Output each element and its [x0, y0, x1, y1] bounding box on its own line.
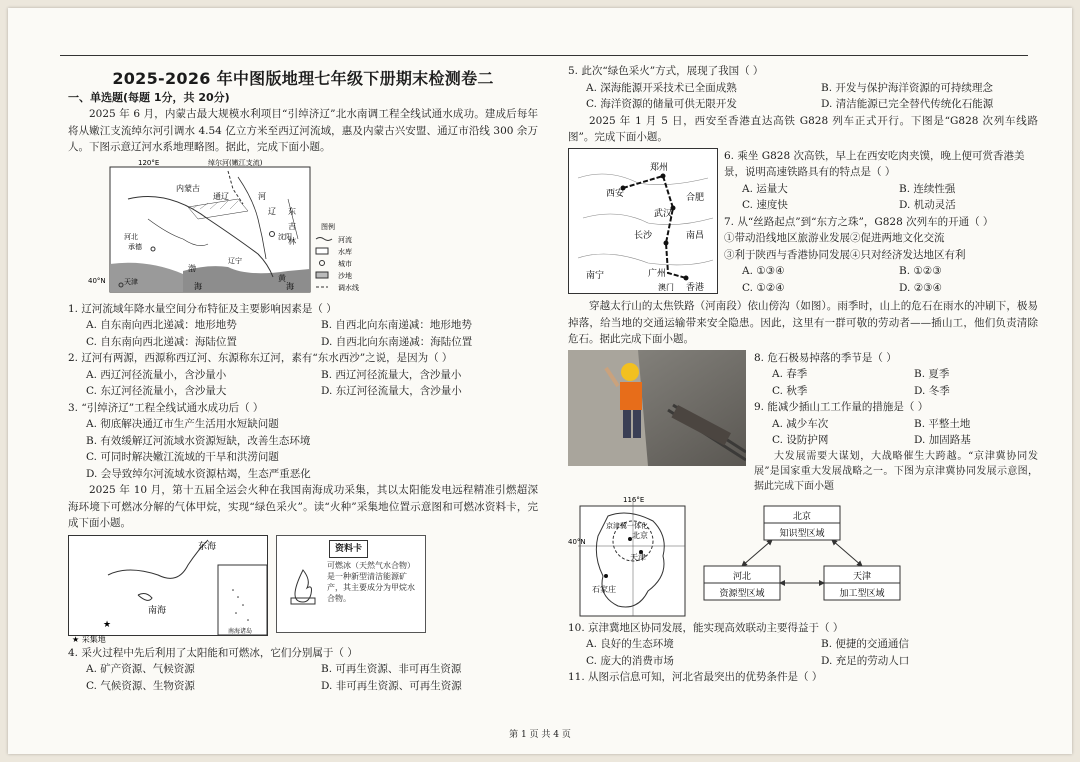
option[interactable]: C. 设防护网	[772, 434, 829, 446]
top-rule	[60, 55, 1028, 56]
place-label: 黄	[278, 273, 286, 283]
question-6-options	[724, 181, 1038, 198]
lat-label: 40°N	[88, 276, 106, 285]
question-8-stem: 8. 危石极易掉落的季节是（ ）	[754, 351, 897, 364]
city-label: 南宁	[586, 270, 605, 281]
question-1-stem: 1. 辽河流域年降水量空间分布特征及主要影响因素是（ ）	[68, 302, 337, 315]
question-2-stem: 2. 辽河有两源，西源称西辽河、东源称东辽河，素有“东水西沙”之说，是因为（ ）	[68, 352, 453, 364]
place-label: 河	[258, 191, 266, 201]
option[interactable]: B. 连续性强	[899, 182, 956, 195]
map-legend: ★ 采集地	[72, 634, 106, 643]
node-label: 资源型区域	[719, 588, 765, 599]
option[interactable]: B. 开发与保护海洋资源的可持续理念	[821, 81, 993, 94]
question-4-stem: 4. 采火过程中先后利用了太阳能和可燃冰，它们分别属于（ ）	[68, 646, 358, 659]
option[interactable]: A. 深海能源开采技术已全面成熟	[586, 81, 737, 94]
g828-block	[568, 148, 1038, 297]
place-label: 天津	[124, 277, 138, 286]
city-label: 武汉	[654, 208, 673, 219]
option[interactable]: B. 可再生资源、非可再生资源	[321, 663, 462, 675]
question-5-stem: 5. 此次“绿色采火”方式，展现了我国（ ）	[568, 65, 764, 77]
option[interactable]: A. 西辽河径流量小，含沙量小	[86, 368, 227, 381]
option[interactable]: D. 机动灵活	[899, 199, 956, 211]
option[interactable]: D. 东辽河径流量大，含沙量小	[321, 385, 462, 397]
question-5-options	[568, 80, 1038, 97]
question-5-options-row2	[568, 96, 1038, 113]
option[interactable]: B. ①②③	[899, 265, 942, 277]
city-label: 澳门	[658, 282, 674, 292]
option[interactable]: B. 夏季	[914, 368, 950, 380]
place-label: 海	[194, 281, 202, 291]
city-label: 南昌	[686, 230, 705, 241]
option[interactable]: D. ②③④	[899, 281, 942, 294]
intro-paragraph-3: 2025 年 1 月 5 日，西安至香港直达高铁 G828 列车正式开行。下图是“G828 次列车线路图”。完成下面小题。	[568, 114, 1038, 143]
question-7-options	[724, 263, 1038, 280]
question-9-options	[754, 416, 1038, 433]
legend-item: 城市	[338, 259, 352, 268]
intro-paragraph-4: 穿越太行山的太焦铁路（河南段）依山傍沟（如图）。雨季时，山上的危石在雨水的冲刷下，极易掉落，给当地的交通运输带来安全隐患。因此，这里有一群可敬的劳动者——插山工，他们负责清除危石。据此完成下面小题。	[568, 300, 1038, 345]
resource-card	[276, 535, 426, 633]
question-11-stem: 11. 从图示信息可知，河北省最突出的优势条件是（ ）	[568, 671, 823, 683]
place-label: 通辽	[213, 191, 229, 201]
region-label: 京津冀一体化	[606, 521, 648, 530]
section-heading: 一、单选题(每题 1分，共 20分)	[68, 90, 230, 104]
liao-river-map-figure	[88, 159, 388, 299]
inset-label: 南海诸岛	[228, 627, 253, 635]
place-label: 海	[286, 281, 294, 291]
city-label: 天津	[630, 552, 646, 562]
node-label: 加工型区域	[839, 588, 885, 599]
option[interactable]: A. 自东南向西北递减：地形地势	[86, 319, 237, 331]
star-icon: ★	[103, 619, 112, 630]
legend-item: 河流	[338, 235, 352, 244]
legend-item: 水库	[338, 247, 352, 256]
exam-title: 2025-2026 年中图版地理七年级下册期末检测卷二	[112, 69, 494, 88]
city-label: 石家庄	[592, 584, 616, 594]
question-3-stem: 3. “引绰济辽”工程全线试通水成功后（ ）	[68, 401, 264, 414]
node-label: 知识型区域	[779, 528, 825, 539]
question-2-options	[68, 367, 538, 384]
river-label: 绰尔河(嫩江支流)	[208, 158, 263, 167]
exam-sheet	[8, 8, 1072, 754]
statement-line: ①带动沿线地区旅游业发展②促进两地文化交流	[724, 232, 945, 244]
city-label: 广州	[648, 268, 667, 279]
city-label: 西安	[606, 188, 625, 199]
question-1-options	[68, 317, 538, 334]
question-10-options-row2	[568, 653, 1038, 670]
option[interactable]: A. 减少车次	[772, 417, 829, 430]
option[interactable]: B. 自西北向东南递减：地形地势	[321, 319, 472, 331]
question-8-options	[754, 366, 1038, 383]
option[interactable]: D. 非可再生资源、可再生资源	[321, 679, 462, 692]
option[interactable]: D. 冬季	[914, 384, 950, 397]
card-text: 可燃冰（天然气水合物）是一种新型清洁能源矿产，其主要成分为甲烷水合物。	[327, 560, 415, 603]
question-4-options	[68, 661, 538, 678]
place-label: 河北	[124, 232, 138, 241]
city-label: 合肥	[686, 192, 705, 203]
option[interactable]: C. 气候资源、生物资源	[86, 679, 195, 692]
option[interactable]: B. 平整土地	[914, 417, 971, 430]
option[interactable]: A. 良好的生态环境	[586, 638, 674, 650]
city-label: 郑州	[650, 162, 669, 173]
option[interactable]: C. 海洋资源的储量可供无限开发	[586, 98, 737, 110]
place-label: 沈阳	[278, 232, 292, 241]
city-label: 香港	[686, 282, 705, 293]
place-label: 辽	[268, 206, 276, 216]
question-8-options-row2	[754, 383, 1038, 400]
south-china-sea-map	[68, 535, 268, 643]
option[interactable]: A. 运量大	[742, 182, 788, 195]
fire-collection-figures	[68, 535, 538, 643]
node-label: 河北	[732, 571, 752, 582]
place-label: 渤	[188, 263, 196, 273]
cooperation-diagram	[702, 496, 902, 618]
left-column	[68, 63, 538, 694]
question-6-options-row2	[724, 197, 1038, 214]
g828-route-map	[568, 148, 718, 294]
railway-worker-block	[568, 350, 1038, 494]
intro-paragraph-1: 2025 年 6 月，内蒙古最大规模水利项目“引绰济辽”北水南调工程全线试通水成功。建成后每年将从嫩江支流绰尔河引调水 4.54 亿立方米至西辽河流域，惠及内蒙古兴安盟、通辽市沿线 300 余万人。下图示意辽河水系地理略图。据此，完成下面小题。	[68, 108, 538, 153]
option[interactable]: B. 有效缓解辽河流域水资源短缺，改善生态环境	[86, 434, 311, 447]
statement-line: ③利于陕西与香港协同发展④只对经济发达地区有利	[724, 248, 966, 261]
option[interactable]: C. 东辽河径流量小，含沙量大	[86, 385, 227, 397]
place-label: 内蒙古	[176, 183, 200, 193]
option[interactable]: D. 充足的劳动人口	[821, 654, 910, 667]
option[interactable]: D. 清洁能源已完全替代传统化石能源	[821, 98, 994, 110]
intro-paragraph-5: 大发展需要大谋划，大战略催生大跨越。“京津冀协同发展”是国家重大发展战略之一。下图为京津冀协同发展示意图，据此完成下面小题	[754, 450, 1038, 492]
questions-6-7	[724, 148, 1038, 297]
lat-label: 40°N	[568, 537, 586, 546]
question-1-options-row2	[68, 334, 538, 351]
question-4-options-row2	[68, 678, 538, 695]
option[interactable]: C. 速度快	[742, 199, 788, 211]
node-label: 天津	[852, 571, 872, 582]
option[interactable]: C. 可同时解决嫩江流域的干旱和洪涝问题	[86, 451, 279, 463]
jingjinji-figures	[568, 496, 1038, 618]
place-label: 吉	[288, 221, 296, 231]
legend-item: 调水线	[338, 283, 359, 292]
place-label: 承德	[128, 242, 142, 251]
question-10-stem: 10. 京津冀地区协同发展，能实现高效联动主要得益于（ ）	[568, 621, 844, 634]
page-footer: 第 1 页 共 4 页	[509, 730, 571, 740]
city-label: 北京	[632, 530, 648, 540]
liao-river-map	[88, 159, 388, 299]
option[interactable]: A. 彻底解决通辽市生产生活用水短缺问题	[86, 418, 279, 430]
option[interactable]: D. 加固路基	[914, 434, 971, 446]
node-label: 北京	[792, 511, 812, 522]
sea-label: 南海	[148, 605, 167, 616]
question-2-options-row2	[68, 383, 538, 400]
question-7-stem: 7. 从“丝路起点”到“东方之珠”，G828 次列车的开通（ ）	[724, 215, 994, 228]
option[interactable]: C. 庞大的消费市场	[586, 654, 674, 667]
city-label: 长沙	[634, 230, 653, 241]
option[interactable]: B. 西辽河径流量大，含沙量小	[321, 368, 462, 381]
questions-8-9	[754, 350, 1038, 494]
option[interactable]: C. ①②④	[742, 281, 785, 294]
option[interactable]: C. 自东南向西北递减：海陆位置	[86, 335, 237, 348]
option[interactable]: D. 会导致绰尔河流域水资源枯竭，生态严重恶化	[86, 467, 311, 480]
option[interactable]: B. 便捷的交通通信	[821, 638, 909, 650]
place-label: 东	[288, 206, 296, 216]
jingjinji-map	[568, 496, 688, 618]
option[interactable]: A. ①③④	[742, 265, 785, 277]
question-9-stem: 9. 能减少插山工工作量的措施是（ ）	[754, 401, 929, 413]
option[interactable]: C. 秋季	[772, 384, 808, 397]
lon-label: 120°E	[138, 158, 160, 167]
question-7-options-row2	[724, 280, 1038, 297]
option[interactable]: A. 春季	[772, 368, 808, 380]
sea-label: 东海	[198, 541, 217, 552]
legend-title: 图例	[321, 222, 335, 231]
place-label: 林	[288, 236, 296, 246]
helmet-icon	[621, 363, 639, 381]
question-10-options	[568, 636, 1038, 653]
place-label: 辽宁	[228, 256, 242, 265]
legend-item: 沙地	[338, 271, 352, 280]
question-6-stem: 6. 乘坐 G828 次高铁，早上在西安吃肉夹馍，晚上便可赏香港美景，说明高速铁路具有的特点是（ ）	[724, 149, 1025, 178]
intro-paragraph-2: 2025 年 10 月，第十五届全运会火种在我国南海成功采集，其以太阳能发电远程精准引燃超深海环境下可燃冰分解的气体甲烷，实现“绿色采火”。读“火种”采集地位置示意图和可燃冰资料卡，完成下面小题。	[68, 484, 538, 529]
card-title: 资料卡	[329, 540, 368, 559]
right-column	[568, 63, 1038, 686]
option[interactable]: A. 矿产资源、气候资源	[86, 663, 195, 675]
lon-label: 116°E	[623, 495, 645, 504]
flame-icon	[283, 566, 323, 606]
question-9-options-row2	[754, 432, 1038, 449]
railway-worker-photo	[568, 350, 746, 466]
option[interactable]: D. 自西北向东南递减：海陆位置	[321, 335, 473, 348]
